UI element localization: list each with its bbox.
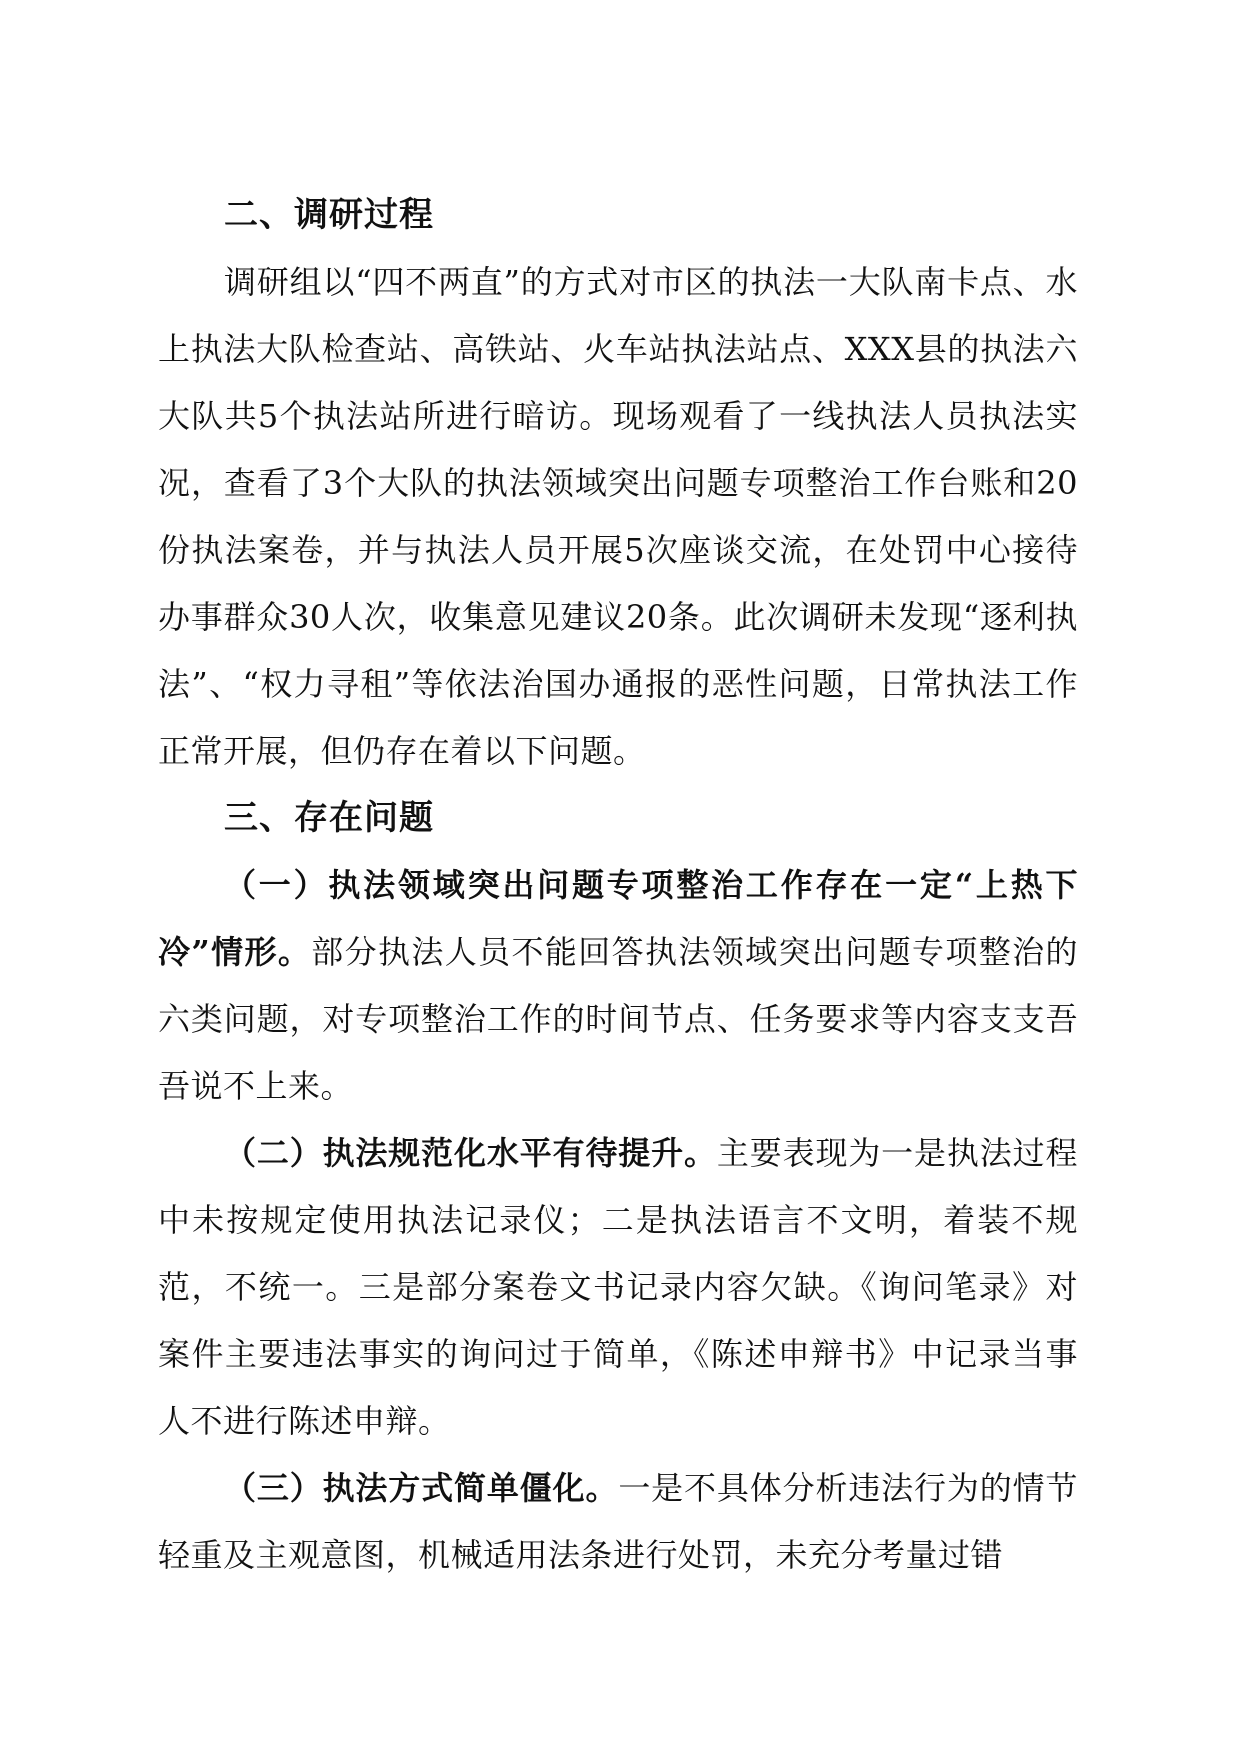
problem-item-3-body: 一是不具体分析违法行为的情节轻重及主观意图，机械适用法条进行处罚，未充分考量过错 [158,1469,1078,1574]
problem-item-3-title: （三）执法方式简单僵化。 [224,1469,619,1507]
section-heading-research-process: 二、调研过程 [224,195,434,235]
section-heading-existing-problems: 三、存在问题 [224,798,434,838]
problem-item-3 [158,1455,1078,1589]
problem-item-2-body: 主要表现为一是执法过程中未按规定使用执法记录仪；二是执法语言不文明，着装不规范，不统一。三是部分案卷文书记录内容欠缺。《询问笔录》对案件主要违法事实的询问过于简单，《陈述申辩书》中记录当事人不进行陈述申辩。 [158,1134,1078,1440]
problem-item-1-title: （一）执法领域突出问题专项整治工作存在一定“上热下冷”情形。 [158,866,1078,971]
problem-item-1-body: 部分执法人员不能回答执法领域突出问题专项整治的六类问题，对专项整治工作的时间节点、任务要求等内容支支吾吾说不上来。 [158,933,1078,1105]
problem-item-1 [158,852,1078,1120]
problem-item-2 [158,1120,1078,1455]
problem-item-2-title: （二）执法规范化水平有待提升。 [224,1134,717,1172]
research-process-paragraph: 调研组以“四不两直”的方式对市区的执法一大队南卡点、水上执法大队检查站、高铁站、火车站执法站点、XXX县的执法六大队共5个执法站所进行暗访。现场观看了一线执法人员执法实况，查看了3个大队的执法领域突出问题专项整治工作台账和20份执法案卷，并与执法人员开展5次座谈交流，在处罚中心接待办事群众30人次，收集意见建议20条。此次调研未发现“逐利执法”、“权力寻租”等依法治国办通报的恶性问题，日常执法工作正常开展，但仍存在着以下问题。 [158,263,1078,770]
document-body [158,182,1078,1589]
